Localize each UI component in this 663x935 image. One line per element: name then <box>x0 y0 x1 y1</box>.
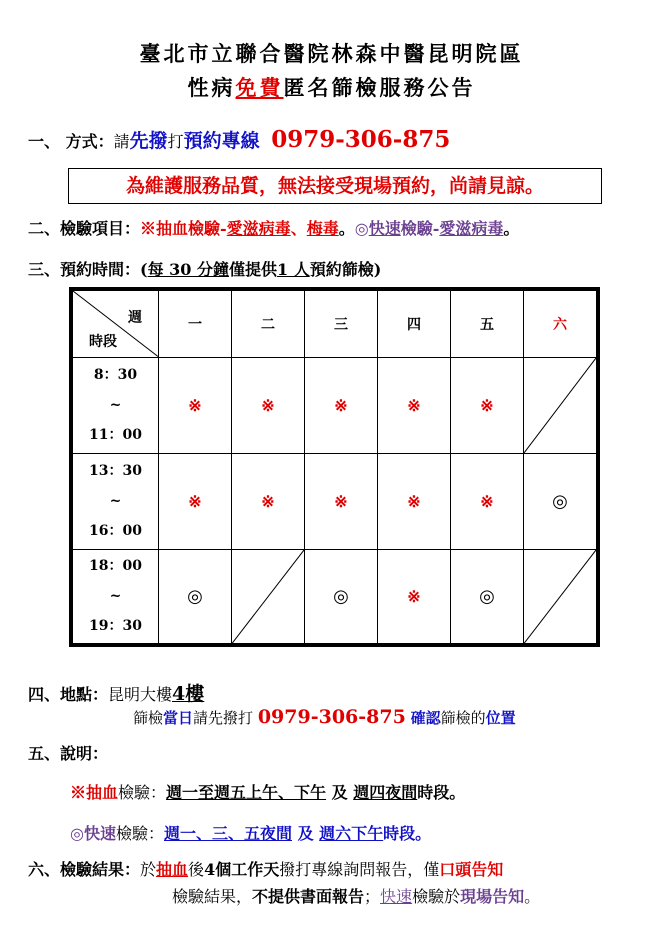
section-notes: 五、說明： <box>28 744 109 763</box>
schedule-cell <box>451 549 524 645</box>
schedule-cell <box>232 453 305 549</box>
notice-box: 為維護服務品質，無法接受現場預約，尚請見諒。 <box>68 168 602 204</box>
header-time: 時段 <box>89 333 117 350</box>
page-subtitle: 性病免費匿名篩檢服務公告 <box>187 75 476 100</box>
schedule-cell <box>159 549 232 645</box>
schedule-cell <box>524 453 599 549</box>
day-mon: 一 <box>159 289 232 357</box>
day-wed: 三 <box>305 289 378 357</box>
blood-test-mark: ※ <box>188 395 202 415</box>
unavailable-diagonal <box>524 358 596 453</box>
time-slot: 13：30 ~ 16：00 <box>71 453 159 549</box>
day-sat: 六 <box>524 289 599 357</box>
rapid-test-mark: ◎ <box>187 585 203 607</box>
rapid-test-mark: ◎ <box>333 585 349 607</box>
unavailable-cell <box>524 549 599 645</box>
schedule-cell <box>451 357 524 453</box>
schedule-cell <box>378 549 451 645</box>
schedule-cell <box>232 357 305 453</box>
unavailable-cell <box>232 549 305 645</box>
blood-test-mark: ※ <box>261 395 275 415</box>
blood-test-mark: ※ <box>407 395 421 415</box>
note-rapid-test: ◎快速檢驗：週一、三、五夜間 及 週六下午時段。 <box>70 824 432 843</box>
phone-number-2[interactable]: 0979-306-875 <box>257 706 406 728</box>
schedule-cell <box>305 357 378 453</box>
header-corner-cell <box>71 289 159 357</box>
table-row <box>71 549 598 645</box>
unavailable-diagonal <box>524 550 596 644</box>
section-method: 一、 方式：請先撥打預約專線 0979-306-875 <box>28 126 451 153</box>
blood-test-mark: ※ <box>334 491 348 511</box>
results-detail: 檢驗結果，不提供書面報告；快速檢驗於現場告知。 <box>172 887 541 906</box>
table-row <box>71 453 598 549</box>
phone-number[interactable]: 0979-306-875 <box>271 126 451 153</box>
blood-test-mark: ※ <box>480 491 494 511</box>
location-detail: 篩檢當日請先撥打 0979-306-875 確認篩檢的位置 <box>133 706 516 728</box>
blood-test-mark: ※ <box>407 491 421 511</box>
schedule-cell <box>305 453 378 549</box>
schedule-cell <box>305 549 378 645</box>
time-slot: 8：30 ~ 11：00 <box>71 357 159 453</box>
blood-test-mark: ※ <box>188 491 202 511</box>
schedule-cell <box>159 453 232 549</box>
schedule-table <box>69 287 600 647</box>
schedule-cell <box>378 357 451 453</box>
unavailable-cell <box>524 357 599 453</box>
page-title: 臺北市立聯合醫院林森中醫昆明院區 <box>139 41 524 66</box>
blood-test-mark: ※ <box>334 395 348 415</box>
section-appointment-time: 三、預約時間：(每 30 分鐘僅提供1 人預約篩檢) <box>28 260 382 279</box>
schedule-cell <box>378 453 451 549</box>
schedule-cell <box>451 453 524 549</box>
section-test-items: 二、檢驗項目：※抽血檢驗-愛滋病毒、梅毒。◎快速檢驗-愛滋病毒。 <box>28 219 520 238</box>
blood-test-mark: ※ <box>407 586 421 606</box>
unavailable-diagonal <box>232 550 304 644</box>
time-slot: 18：00 ~ 19：30 <box>71 549 159 645</box>
blood-test-mark: ※ <box>480 395 494 415</box>
section-results: 六、檢驗結果：於抽血後4個工作天撥打專線詢問報告，僅口頭告知 <box>28 860 504 879</box>
free-highlight: 免費 <box>235 75 284 100</box>
table-row <box>71 357 598 453</box>
schedule-cell <box>159 357 232 453</box>
header-week: 週 <box>128 310 142 326</box>
day-fri: 五 <box>451 289 524 357</box>
blood-test-mark: ※ <box>261 491 275 511</box>
note-blood-test: ※抽血檢驗：週一至週五上午、下午 及 週四夜間時段。 <box>70 783 466 802</box>
rapid-test-mark: ◎ <box>552 490 568 512</box>
day-tue: 二 <box>232 289 305 357</box>
section-location: 四、地點：昆明大樓4樓 <box>28 683 205 705</box>
rapid-test-mark: ◎ <box>479 585 495 607</box>
table-header-row <box>71 289 598 357</box>
day-thu: 四 <box>378 289 451 357</box>
